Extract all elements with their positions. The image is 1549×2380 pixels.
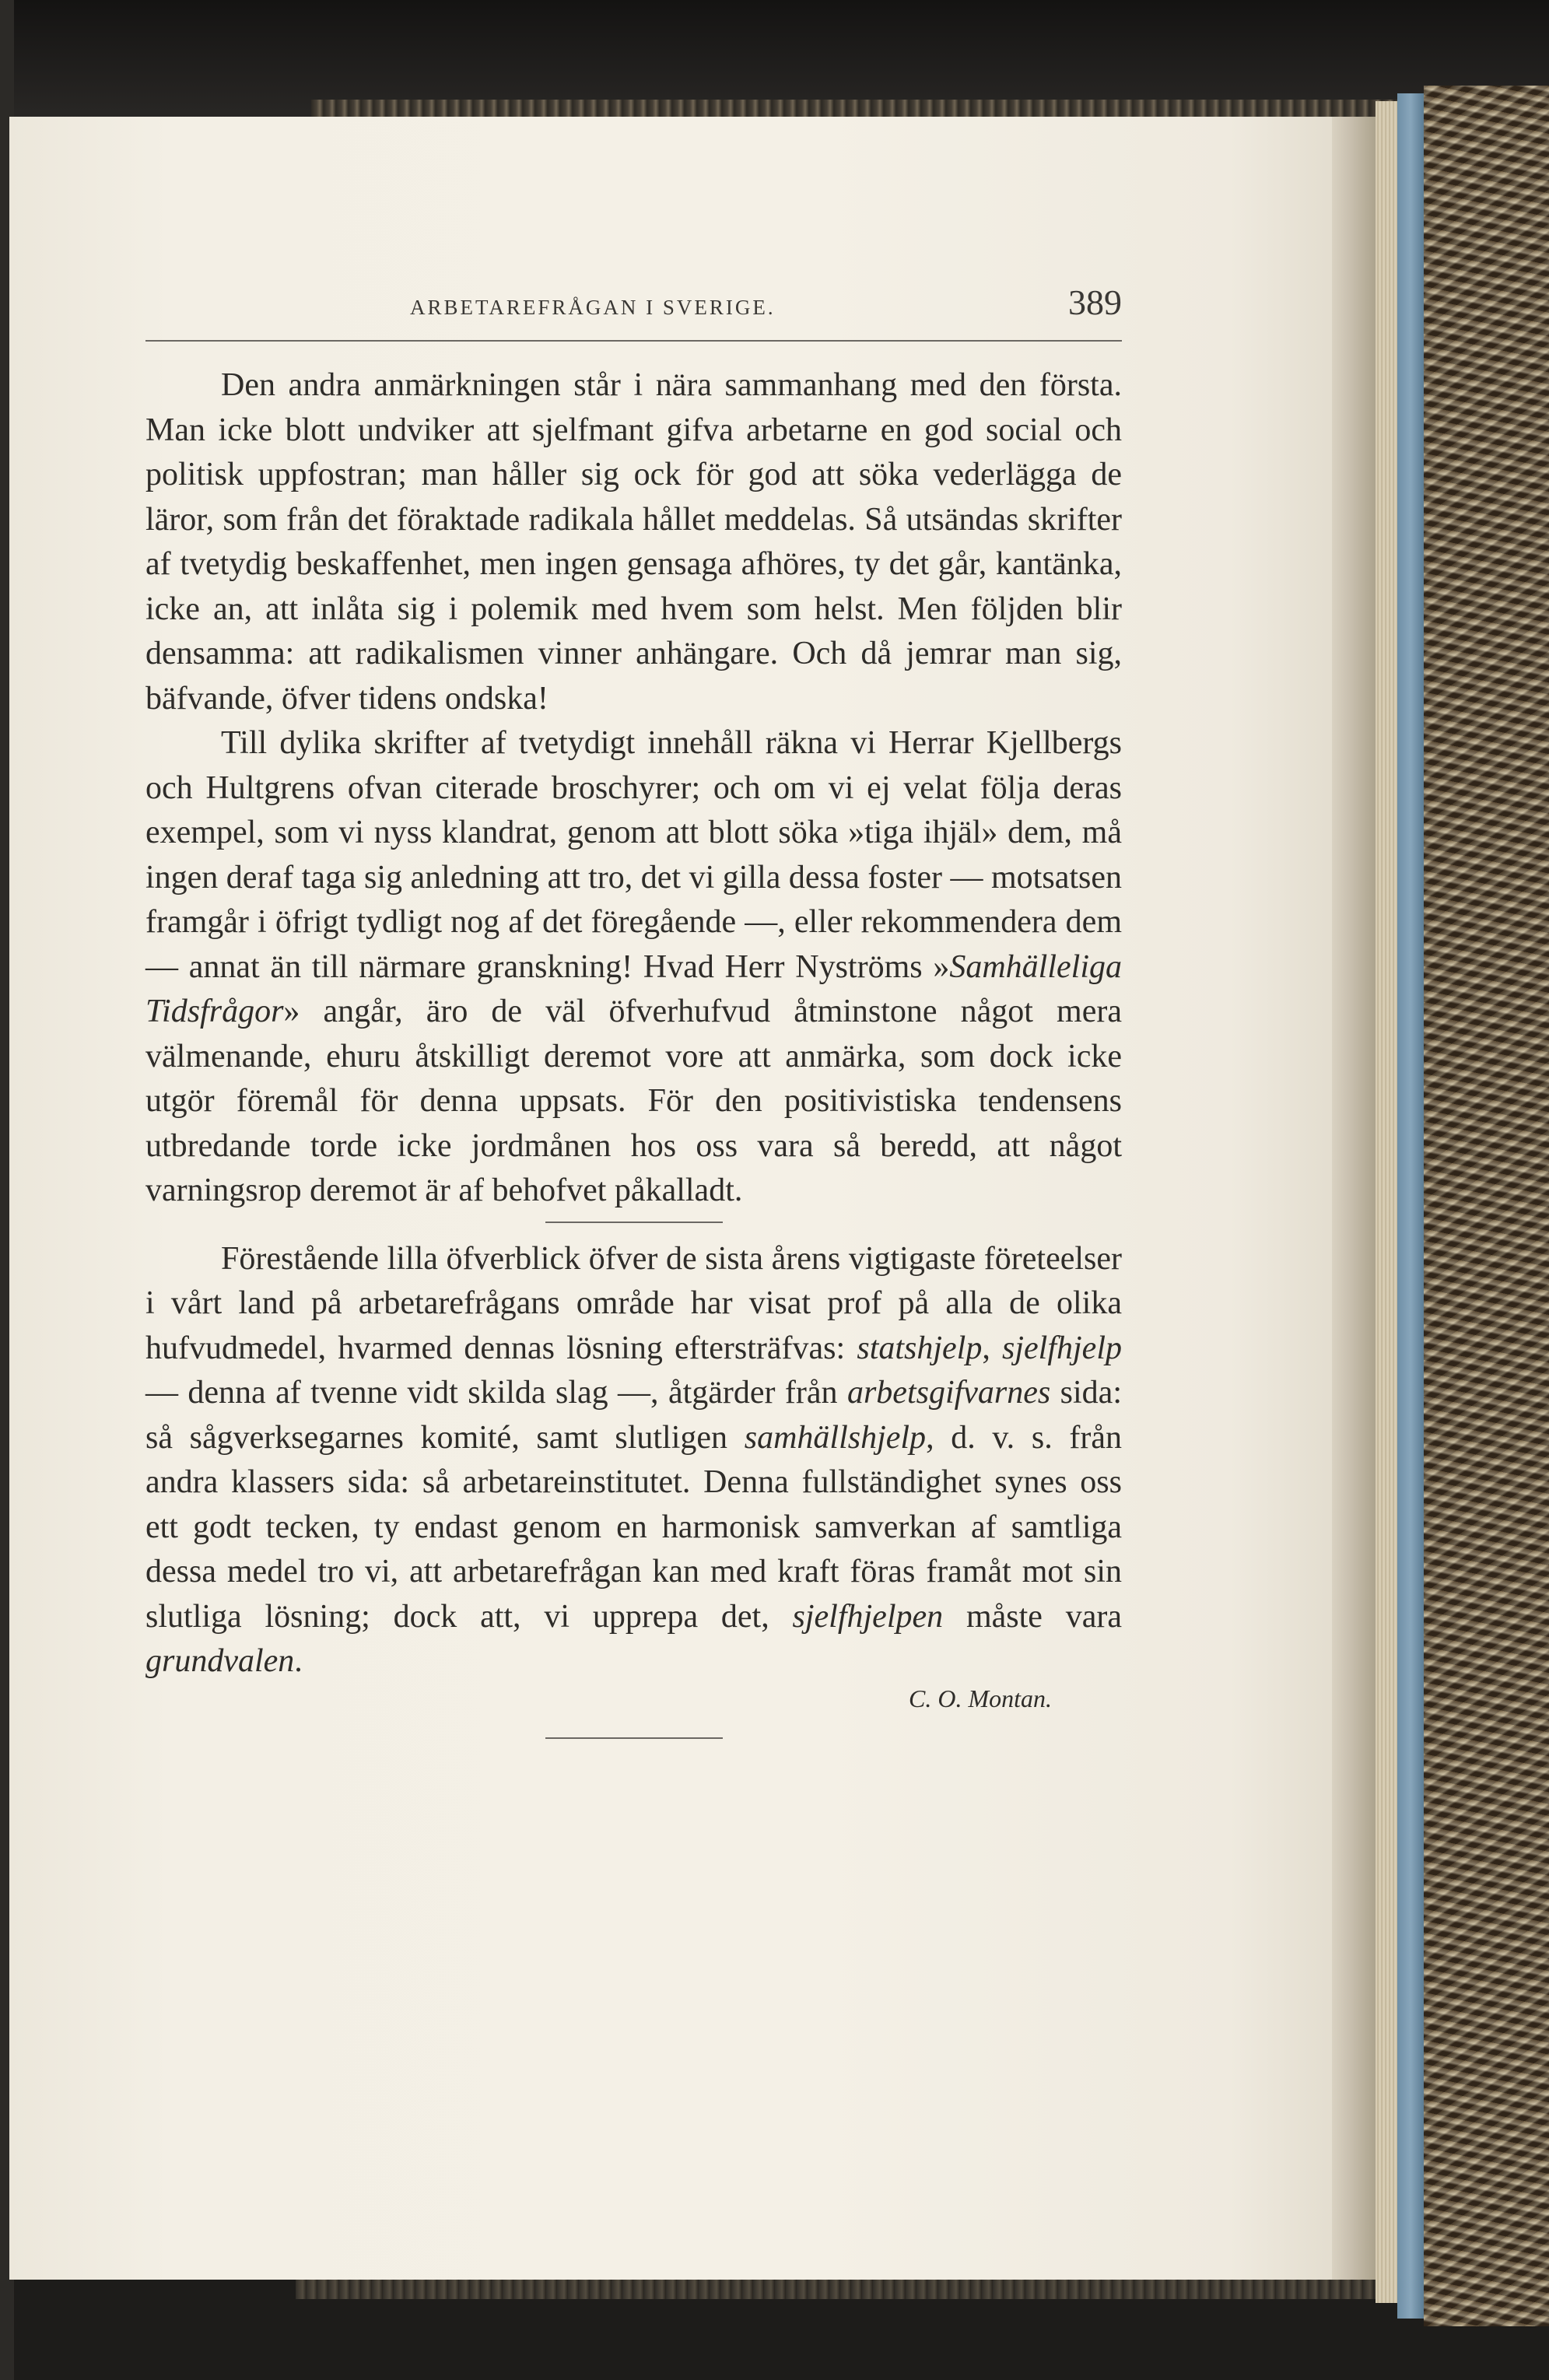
paragraph-3-text-4: sida: så sågverksegarnes komité, samt slutligen — [145, 1375, 1122, 1456]
paragraph-3-text-6: måste vara — [943, 1598, 1122, 1635]
end-divider — [545, 1737, 723, 1739]
blue-cloth-spine — [1397, 93, 1424, 2319]
term-arbetsgifvarnes: arbetsgifvarnes — [846, 1375, 1051, 1411]
page-body — [145, 363, 1122, 1739]
author-signature: C. O. Montan. — [909, 1684, 1052, 1712]
running-head — [145, 282, 1122, 336]
marbled-cover-board — [1424, 86, 1549, 2326]
paragraph-2 — [145, 721, 1122, 1214]
paragraph-3-text-1: Förestående lilla öfverblick öfver de sista årens vigtigaste företeelser i vårt land på arbetarefrågans område har visat prof på alla de olika hufvudmedel, hvarmed dennas lösning eftersträfvas: — [145, 1240, 1122, 1366]
term-sjelfhjelp: sjelfhjelp — [1002, 1330, 1122, 1366]
paragraph-3 — [145, 1237, 1122, 1684]
running-head-title: ARBETAREFRÅGAN I SVERIGE. — [410, 296, 776, 319]
term-samhallshjelp: samhällshjelp — [744, 1419, 927, 1456]
term-grundvalen: grundvalen — [145, 1643, 295, 1679]
paragraph-3-text-5: , d. v. s. från andra klassers sida: så arbetareinstitutet. Denna fullständighet synes oss ett godt tecken, ty endast genom en harmonisk samverkan af samtliga dessa medel tro vi, att arbetarefrågan kan med kraft föras framåt mot sin slutliga lösning; dock att, vi upprepa det, — [145, 1419, 1122, 1635]
running-head-rule — [145, 340, 1122, 342]
paragraph-2-text-a: Till dylika skrifter af tvetydigt innehåll räkna vi Herrar Kjellbergs och Hultgrens ofvan citerade broschyrer; och om vi ej velat följa deras exempel, som vi nyss klandrat, genom att blott söka »tiga ihjäl» dem, må ingen deraf taga sig anledning att tro, det vi gilla dessa foster — motsatsen framgår i öfrigt tydligt nog af det föregående —, eller rekommendera dem — annat än till närmare granskning! Hvad Herr Nyströms » — [145, 725, 1122, 985]
paragraph-3-text-2: , — [982, 1330, 1003, 1366]
paragraph-2-text-b: » angår, äro de väl öfverhufvud åtminstone något mera välmenande, ehuru åtskilligt deremot vore att anmärka, som dock icke utgör föremål för denna uppsats. För den positivistiska tendensens utbredande torde icke jordmånen hos oss vara så beredd, att något varningsrop deremot är af behofvet påkalladt. — [145, 994, 1122, 1208]
term-statshjelp: statshjelp — [857, 1330, 983, 1366]
page-gutter — [1332, 117, 1379, 2280]
paragraph-3-text-3: — denna af tvenne vidt skilda slag —, åtgärder från — [145, 1375, 847, 1411]
periodical-title: Samhälleliga Tidsfrågor — [145, 948, 1122, 1029]
paragraph-1: Den andra anmärkningen står i nära sammanhang med den första. Man icke blott undviker att sjelfmant gifva arbetarne en god social och politisk uppfostran; man håller sig ock för god att söka vederlägga de läror, som från det föraktade radikala hållet meddelas. Så utsändas skrifter af tvetydig beskaffenhet, men ingen gensaga afhöres, ty det går, kantänka, icke an, att inlåta sig i polemik med hvem som helst. Men följden blir densamma: att radikalismen vinner anhängare. Och då jemrar man sig, bäfvande, öfver tidens ondska! — [145, 367, 1122, 717]
paragraph-3-text-7: . — [294, 1643, 303, 1679]
page-edges — [1376, 101, 1397, 2303]
page-number: 389 — [1068, 282, 1122, 322]
section-divider — [545, 1222, 723, 1223]
term-sjelfhjelpen: sjelfhjelpen — [792, 1598, 944, 1635]
